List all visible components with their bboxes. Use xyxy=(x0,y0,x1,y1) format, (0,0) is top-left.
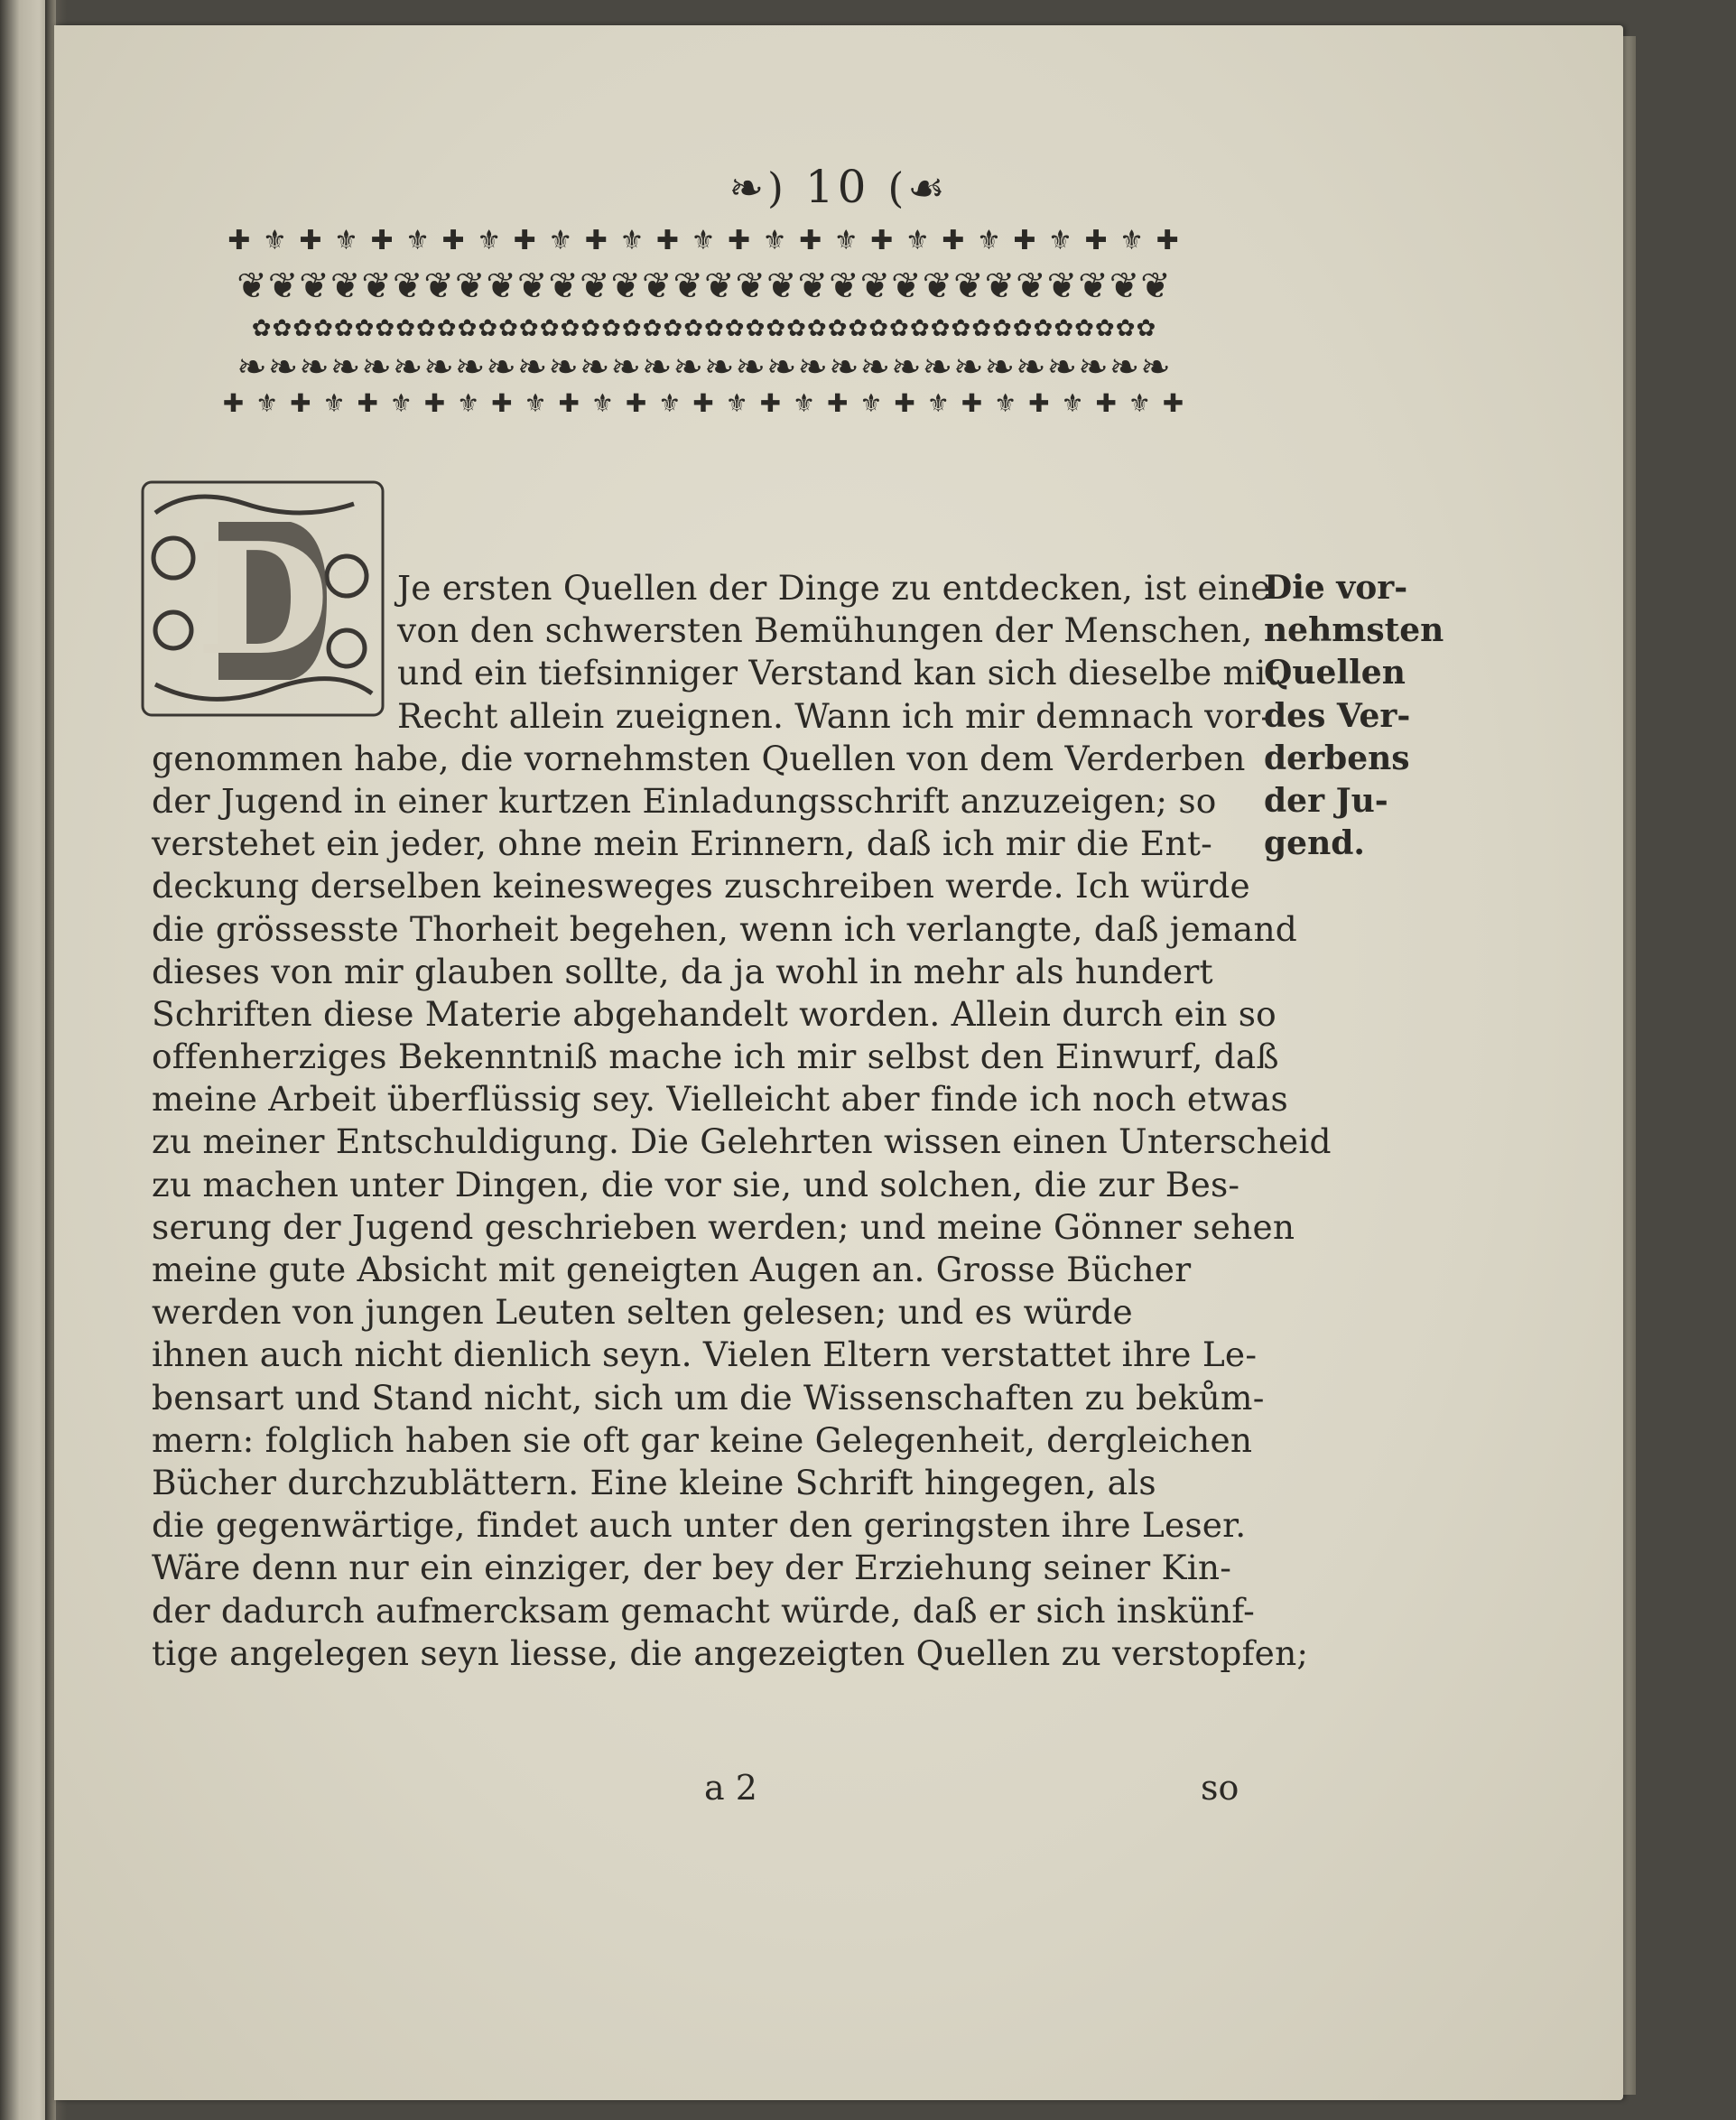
catchword: so xyxy=(1201,1768,1239,1808)
text-line: tige angelegen seyn liesse, die angezeigten Quellen zu verstopfen; xyxy=(152,1632,1309,1673)
text-line: Recht allein zueignen. Wann ich mir demnach vor- xyxy=(397,695,1273,736)
headpiece-row: ❦❦❦❦❦❦❦❦❦❦❦❦❦❦❦❦❦❦❦❦❦❦❦❦❦❦❦❦❦❦ xyxy=(237,265,1172,307)
headpiece-row: ❧❧❧❧❧❧❧❧❧❧❧❧❧❧❧❧❧❧❧❧❧❧❧❧❧❧❧❧❧❧ xyxy=(237,347,1172,388)
text-line: zu machen unter Dingen, die vor sie, und solchen, die zur Bes- xyxy=(152,1164,1240,1204)
marginal-note xyxy=(1264,567,1444,865)
margin-line: Die vor- xyxy=(1264,569,1408,607)
text-line: genommen habe, die vornehmsten Quellen von dem Verderben xyxy=(152,738,1246,778)
book-page xyxy=(54,25,1623,2100)
text-line: von den schwersten Bemühungen der Menschen, xyxy=(397,610,1253,651)
initial-letter: D xyxy=(196,509,330,690)
text-line: die grössesste Thorheit begehen, wenn ich verlangte, daß jemand xyxy=(152,908,1298,949)
text-line: werden von jungen Leuten selten gelesen; und es würde xyxy=(152,1292,1133,1333)
header-ornament-left: ❧) xyxy=(729,163,787,212)
text-line: offenherziges Bekenntniß mache ich mir selbst den Einwurf, daß xyxy=(152,1037,1279,1077)
margin-line: derbens xyxy=(1264,739,1410,777)
decorative-headpiece xyxy=(144,222,1264,416)
margin-line: gend. xyxy=(1264,824,1365,863)
headpiece-row: ✿✿✿✿✿✿✿✿✿✿✿✿✿✿✿✿✿✿✿✿✿✿✿✿✿✿✿✿✿✿✿✿✿✿✿✿✿✿✿✿✿✿✿✿ xyxy=(251,315,1157,342)
text-line: und ein tiefsinniger Verstand kan sich dieselbe mit xyxy=(397,653,1280,693)
text-line: verstehet ein jeder, ohne mein Erinnern, daß ich mir die Ent- xyxy=(152,823,1212,864)
headpiece-row: ✚ ⚜ ✚ ⚜ ✚ ⚜ ✚ ⚜ ✚ ⚜ ✚ ⚜ ✚ ⚜ ✚ ⚜ ✚ ⚜ ✚ ⚜ ✚ ⚜ ✚ ⚜ ✚ ⚜ ✚ xyxy=(227,225,1181,256)
header-ornament-right: (☙ xyxy=(887,163,949,212)
page-header xyxy=(54,161,1623,213)
text-line: der dadurch aufmercksam gemacht würde, daß er sich inskünf- xyxy=(152,1590,1256,1631)
text-line: Je ersten Quellen der Dinge zu entdecken, ist eine xyxy=(397,568,1271,608)
margin-line: der Ju- xyxy=(1264,781,1388,820)
text-line: meine gute Absicht mit geneigten Augen an. Grosse Bücher xyxy=(152,1250,1192,1289)
signature-mark: a 2 xyxy=(704,1768,757,1808)
page-number: 10 xyxy=(804,161,870,213)
text-line: Wäre denn nur ein einziger, der bey der Erziehung seiner Kin- xyxy=(152,1548,1232,1588)
text-line: zu meiner Entschuldigung. Die Gelehrten wissen einen Unterscheid xyxy=(152,1121,1332,1162)
margin-line: nehmsten xyxy=(1264,611,1444,650)
text-line: der Jugend in einer kurtzen Einladungsschrift anzuzeigen; so xyxy=(152,780,1217,821)
text-line: bensart und Stand nicht, sich um die Wissenschaften zu bekům- xyxy=(152,1377,1265,1418)
text-line: meine Arbeit überflüssig sey. Vielleicht aber finde ich noch etwas xyxy=(152,1079,1288,1120)
text-line: die gegenwärtige, findet auch unter den geringsten ihre Leser. xyxy=(152,1505,1247,1546)
text-line: Bücher durchzublättern. Eine kleine Schrift hingegen, als xyxy=(152,1462,1156,1502)
margin-line: Quellen xyxy=(1264,654,1406,693)
text-line: mern: folglich haben sie oft gar keine Gelegenheit, dergleichen xyxy=(152,1419,1253,1460)
text-line: serung der Jugend geschrieben werden; und meine Gönner sehen xyxy=(152,1206,1295,1247)
text-line: Schriften diese Materie abgehandelt worden. Allein durch ein so xyxy=(152,993,1276,1034)
text-line: dieses von mir glauben sollte, da ja wohl in mehr als hundert xyxy=(152,951,1213,991)
margin-line: des Ver- xyxy=(1264,696,1411,735)
body-text xyxy=(152,567,1332,1675)
page-edge xyxy=(1621,36,1636,2095)
text-line: deckung derselben keinesweges zuschreiben werde. Ich würde xyxy=(152,866,1250,907)
text-line: ihnen auch nicht dienlich seyn. Vielen Eltern verstattet ihre Le- xyxy=(152,1334,1258,1375)
headpiece-row: ✚ ⚜ ✚ ⚜ ✚ ⚜ ✚ ⚜ ✚ ⚜ ✚ ⚜ ✚ ⚜ ✚ ⚜ ✚ ⚜ ✚ ⚜ ✚ ⚜ ✚ ⚜ ✚ ⚜ ✚ ⚜ ✚ xyxy=(222,390,1186,416)
